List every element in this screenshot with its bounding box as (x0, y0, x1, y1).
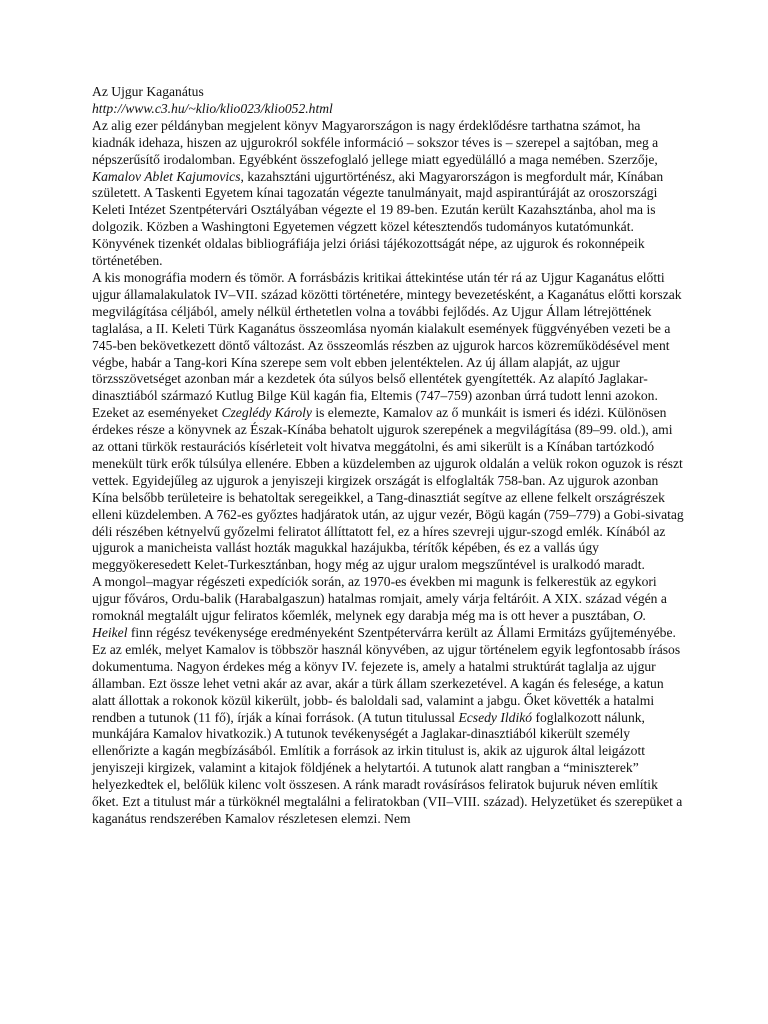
text-run: foglalkozott nálunk, munkájára Kamalov hivatkozik.) A tutunok tevékenységét a Jaglakar-dinasztiából kikerült személy ellenőrizte a kagán megbízásából. Említik a források az irkin titulust is, akik az ujgurok által leigázott jenyiszeji kirgizek, valamint a kitajok földjének a helytartói. A tutunok alatt rangban a “miniszterek” helyezkedtek el, belőlük kilenc volt összesen. A ránk maradt rovásírásos feliratok bujuruk néven említik őket. Ezt a titulust már a türköknél megtalálni a feliratokban (VII–VIII. század). Helyzetüket és szerepüket a kaganátus rendszerében Kamalov részletesen elemzi. Nem (92, 709, 683, 826)
document-page (92, 84, 684, 828)
paragraph (92, 574, 684, 828)
text-run: , kazahsztáni ujgurtörténész, aki Magyarországon is megfordult már, Kínában született. A Taskenti Egyetem kínai tagozatán végezte tanulmányait, majd aspirantúráját az oroszországi Keleti Intézet Szentpétervári Osztályában végezte el 19 89-ben. Ezután került Kazahsztánba, ahol ma is dolgozik. Közben a Washingtoni Egyetemen végzett közel kétesztendős tudományos kutatómunkát. Könyvének tizenkét oldalas bibliográfiája jelzi óriási tájékozottságát népe, az ujgurok és rokonnépeik történetében. (92, 168, 664, 269)
text-run: A mongol–magyar régészeti expedíciók során, az 1970-es években mi magunk is felkerestük az egykori ujgur főváros, Ordu-balik (Harabalgaszun) hatalmas romjait, amely várja feltáróit. A XIX. század végén a romoknál megtalált ujgur feliratos kőemlék, melynek egy darabja még ma is ott hever a pusztában, (92, 574, 667, 624)
italic-run: Kamalov Ablet Kajumovics (92, 168, 241, 184)
paragraph (92, 270, 684, 574)
italic-run: O. Heikel (92, 608, 647, 640)
italic-run: Czeglédy Károly (221, 405, 312, 421)
italic-run: Ecsedy Ildikó (458, 709, 533, 725)
source-url: http://www.c3.hu/~klio/klio023/klio052.html (92, 100, 333, 116)
text-run: is elemezte, Kamalov az ő munkáit is ismeri és idézi. Különösen érdekes része a könyvnek az Észak-Kínába behatolt ujgurok szerepének a megvilágítása (89–99. old.), ami az ottani türkök restaurációs kísérleteit volt hivatva meggátolni, és ami sikerült is a Kínában tartózkodó menekült türk erők túlsúlya ellenére. Ebben a küzdelemben az ujgurok oldalán a velük rokon oguzok is részt vettek. Egyidejűleg az ujgurok a jenyiszeji kirgizek országát is elfoglalták 758-ban. Az ujgurok azonban Kína belsőbb területeire is behatoltak seregeikkel, a Tang-dinasztiát segítve az ellene felkelt országrészek elleni küzdelemben. A 762-es győztes hadjáratok után, az ujgur vezér, Bögü kagán (759–779) a Gobi-sivatag déli részében kétnyelvű győzelmi feliratot állíttatott fel, ez a híres szevreji ujgur-szogd emlék. Kínából az ujgurok a manicheista vallást hozták magukkal hazájukba, térítők képében, és ez a vallás úgy meggyökeresedett Kelet-Turkesztánban, hogy még az ujgur uralom megszűntével is uralkodó maradt. (92, 405, 684, 573)
text-run: A kis monográfia modern és tömör. A forrásbázis kritikai áttekintése után tér rá az Ujgur Kaganátus előtti ujgur államalakulatok IV–VII. század közötti történetére, mintegy bevezetésként, a Kaganátus előtti korszak megvilágítása céljából, amely nélkül érthetetlen volna a további fejlődés. Az Ujgur Állam létrejöttének taglalása, a II. Keleti Türk Kaganátus összeomlása nyomán kialakult események függvényében vezeti be a 745-ben bekövetkezett döntő változást. Az összeomlás részben az ujgurok harcos közreműködésével ment végbe, habár a Tang-kori Kína szerepe sem volt ebben jelentéktelen. Az új állam alapját, az ujgur törzsszövetséget azonban már a kezdetek óta súlyos belső ellentétek gyengítették. Az alapító Jaglakar-dinasztiából származó Kutlug Bilge Kül kagán fia, Eltemis (747–759) azonban úrrá tudott lenni azokon. Ezeket az eseményeket (92, 269, 682, 421)
text-run: finn régész tevékenysége eredményeként Szentpétervárra került az Állami Ermitázs gyűjteményébe. Ez az emlék, melyet Kamalov is többször használ könyvében, az ujgur történelem egyik legfontosabb írásos dokumentuma. Nagyon érdekes még a könyv IV. fejezete is, amely a hatalmi struktúrát taglalja az ujgur államban. Ezt össze lehet vetni akár az avar, akár a türk állam szerkezetével. A kagán és felesége, a katun alatt állottak a rokonok közül kikerült, jobb- és baloldali sad, valamint a jabgu. Őket követték a hatalmi rendben a tutunok (11 fő), írják a kínai források. (A tutun titulussal (92, 625, 681, 725)
document-body (92, 118, 684, 828)
paragraph (92, 118, 684, 270)
text-run: Az alig ezer példányban megjelent könyv Magyarországon is nagy érdeklődésre tarthatna számot, ha kiadnák idehaza, hiszen az ujgurokról sokféle információ – sokszor téves is – szerepel a sajtóban, meg a népszerűsítő irodalomban. Egyébként összefoglaló jellege miatt egyedülálló a maga nemében. Szerzője, (92, 117, 659, 167)
document-title: Az Ujgur Kaganátus (92, 84, 204, 99)
